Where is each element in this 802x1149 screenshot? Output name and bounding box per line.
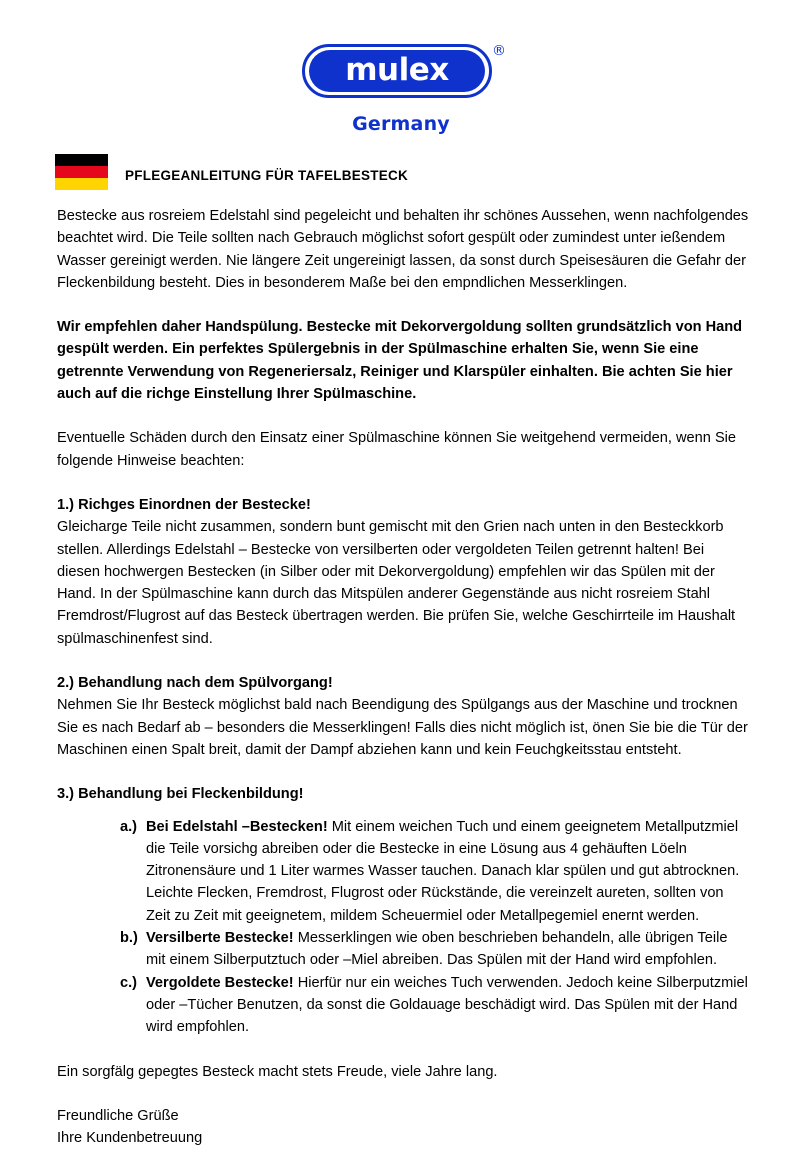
advice-paragraph: Eventuelle Schäden durch den Einsatz einer Spülmaschine können Sie weitgehend vermeiden, wenn Sie folgende Hinweise beachten: [57,430,737,469]
outro-paragraph: Ein sorgfälg gepegtes Besteck macht stets Freude, viele Jahre lang. [57,1063,498,1080]
logo-subtitle: Germany [352,113,450,135]
recommendation-paragraph: Wir empfehlen daher Handspülung. Bestecke mit Dekorvergoldung sollten grundsätzlich von Hand gespült werden. Ein perfektes Spülergebnis in der Spülmaschine erhalten Sie, wenn Sie eine getrennte Verwendung von Regeneriersalz, Reiniger und Klarspüler einhalten. Bie achten Sie hier auch auf die richge Einstellung Ihrer Spülmaschine. [57,319,743,403]
german-flag-icon [55,154,108,190]
section-2-heading: 2.) Behandlung nach dem Spülvorgang! [57,675,333,692]
signoff-line-2: Ihre Kundenbetreuung [57,1130,203,1147]
intro-paragraph: Bestecke aus rosreiem Edelstahl sind pegeleicht und behalten ihr schönes Aussehen, wenn nachfolgendes beachtet wird. Die Teile sollten nach Gebrauch möglichst sofort gespült oder zumindest unter ießendem Wasser gereinigt werden. Nie längere Zeit ungereinigt lassen, da sonst durch Speisesäuren die Gefahr der Fleckenbildung besteht. Dies in besonderem Maße bei den empndlichen Messerklingen. [57,208,749,291]
section-1-heading: 1.) Richges Einordnen der Bestecke! [57,496,311,513]
document-body [57,205,749,1149]
spacer [57,1039,749,1061]
list-item-marker: b.) [120,930,138,947]
list-item-text: Hierfür nur ein weiches Tuch verwenden. Jedoch keine Silberputzmiel oder –Tücher Benutzen, da sonst die Goldauage beschädigt wird. Das Spülen mit der Hand wird empfohlen. [146,974,748,1036]
list-item [120,816,749,927]
mulex-logo-mark [302,43,506,106]
list-item [120,927,749,972]
list-item-text: Mit einem weichen Tuch und einem geeignetem Metallputzmiel die Teile vorsichg abreiben oder die Bestecke in eine Lösung aus 4 gehäuften Löeln Zitronensäure und 1 Liter warmes Wasser tauchen. Danach klar spülen und gut abtrocknen. Leichte Flecken, Fremdrost, Flugrost oder Rückstände, die vereinzelt aureten, sollten von Zeit zu Zeit mit geeignetem, mildem Scheuermiel oder Metallpegemiel enernt werden. [146,818,740,924]
page-title: PFLEGEANLEITUNG FÜR TAFELBESTECK [125,168,408,183]
section-3-heading: 3.) Behandlung bei Fleckenbildung! [57,786,304,803]
list-item-text: Messerklingen wie oben beschrieben behandeln, alle übrigen Teile mit einem Silberputztuch oder –Miel abreiben. Das Spülen mit der Hand wird empfohlen. [146,930,728,969]
section-1-text: Gleicharge Teile nicht zusammen, sondern bunt gemischt mit den Grien nach unten in den Besteckkorb stellen. Allerdings Edelstahl – Bestecke von versilberten oder vergoldeten Teilen getrennt halten! Bei diesen hochwergen Bestecken (in Silber oder mit Dekorvergoldung) empfehlen wir das Spülen mit der Hand. In der Spülmaschine kann durch das Mitspülen anderer Gegenstände aus nicht rosreiem Stahl Fremdrost/Flugrost auf das Besteck übertragen werden. Bie prüfen Sie, welche Geschirrteile im Haushalt spülmaschinenfest sind. [57,519,736,647]
list-item-marker: c.) [120,974,138,991]
company-logo [0,44,802,135]
registered-trademark-icon: ® [492,43,506,59]
signoff-line-1: Freundliche Grüße [57,1107,179,1124]
list-item [120,972,749,1039]
section-2-text: Nehmen Sie Ihr Besteck möglichst bald nach Beendigung des Spülgangs aus der Maschine und trocknen Sie es nach Bedarf ab – besonders die Messerklingen! Falls dies nicht möglich ist, önen Sie bie die Tür der Maschinen einen Spalt breit, damit der Dampf abziehen kann und kein Feuchgkeitsstau entsteht. [57,697,748,758]
list-item-marker: a.) [120,818,138,835]
treatment-list [57,816,749,1039]
list-item-lead: Vergoldete Bestecke! [146,974,294,991]
list-item-lead: Bei Edelstahl –Bestecken! [146,818,328,835]
title-row [55,154,755,194]
flag-band-gold [55,178,108,190]
logo-wordmark: mulex [345,52,449,88]
list-item-lead: Versilberte Bestecke! [146,930,294,947]
flag-band-red [55,166,108,178]
spacer [57,1083,749,1105]
flag-band-black [55,154,108,166]
